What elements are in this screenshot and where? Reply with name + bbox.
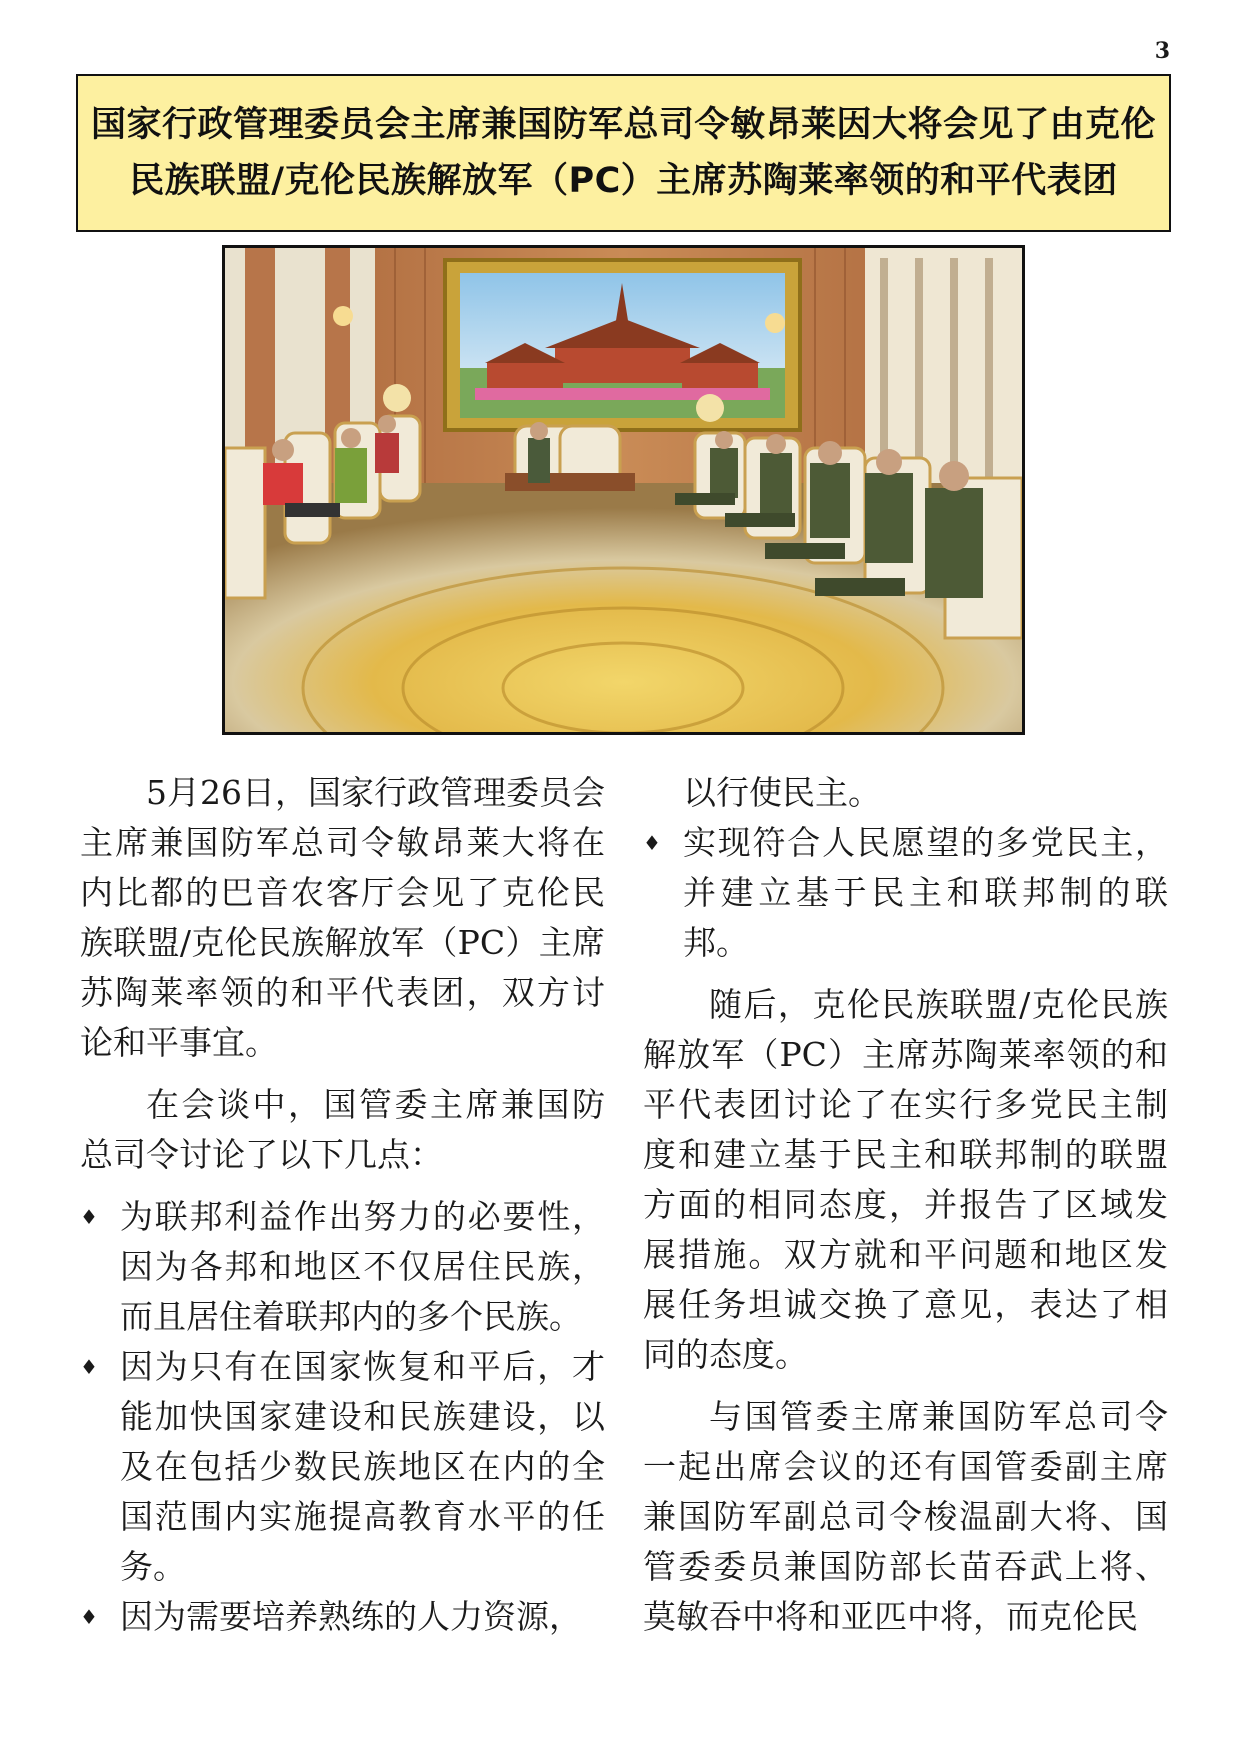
- paragraph-attendees: 与国管委主席兼国防军总司令一起出席会议的还有国管委副主席兼国防军副总司令梭温副大将、国管委委员兼国防部长苗吞武上将、莫敏吞中将和亚匹中将，而克伦民: [643, 1397, 1168, 1636]
- bullet-text: 因为需要培养熟练的人力资源，: [120, 1597, 582, 1636]
- bullet-text: 实现符合人民愿望的多党民主，并建立基于民主和联邦制的联邦。: [683, 823, 1168, 962]
- bullet-item: [80, 1192, 605, 1342]
- left-column: [80, 768, 605, 1642]
- diamond-bullet-icon: ♦: [80, 1205, 98, 1229]
- bullet-text: 因为只有在国家恢复和平后，才能加快国家建设和民族建设，以及在包括少数民族地区在内的全国范围内实施提高教育水平的任务。: [120, 1347, 605, 1586]
- bullet-item: [643, 818, 1168, 968]
- bullet-text: 为联邦利益作出努力的必要性，因为各邦和地区不仅居住民族，而且居住着联邦内的多个民族。: [120, 1197, 605, 1336]
- bullet-item: [80, 1342, 605, 1592]
- title-line-1: 国家行政管理委员会主席兼国防军总司令敏昂莱因大将会见了由克伦: [90, 105, 1156, 145]
- page-number: 3: [1154, 38, 1170, 64]
- diamond-bullet-icon: ♦: [80, 1605, 98, 1629]
- right-column: [643, 768, 1168, 1642]
- bullet-item: [80, 1592, 605, 1642]
- paragraph-karen-delegation: 随后，克伦民族联盟/克伦民族解放军（PC）主席苏陶莱率领的和平代表团讨论了在实行多党民主制度和建立基于民主和联邦制的联盟方面的相同态度，并报告了区域发展措施。双方就和平问题和地区发展任务坦诚交换了意见，表达了相同的态度。: [643, 985, 1168, 1374]
- article-title: [76, 74, 1171, 232]
- diamond-bullet-icon: ♦: [80, 1355, 98, 1379]
- meeting-photo: [222, 245, 1025, 735]
- diamond-bullet-icon: ♦: [643, 831, 661, 855]
- paragraph-intro: 5月26日，国家行政管理委员会主席兼国防军总司令敏昂莱大将在内比都的巴音农客厅会见了克伦民族联盟/克伦民族解放军（PC）主席苏陶莱率领的和平代表团，双方讨论和平事宜。: [80, 773, 605, 1062]
- paragraph-discussion: 在会谈中，国管委主席兼国防总司令讨论了以下几点：: [80, 1085, 605, 1174]
- bullet-continuation: 以行使民主。: [683, 773, 881, 812]
- title-line-2: 民族联盟/克伦民族解放军（PC）主席苏陶莱率领的和平代表团: [129, 161, 1118, 201]
